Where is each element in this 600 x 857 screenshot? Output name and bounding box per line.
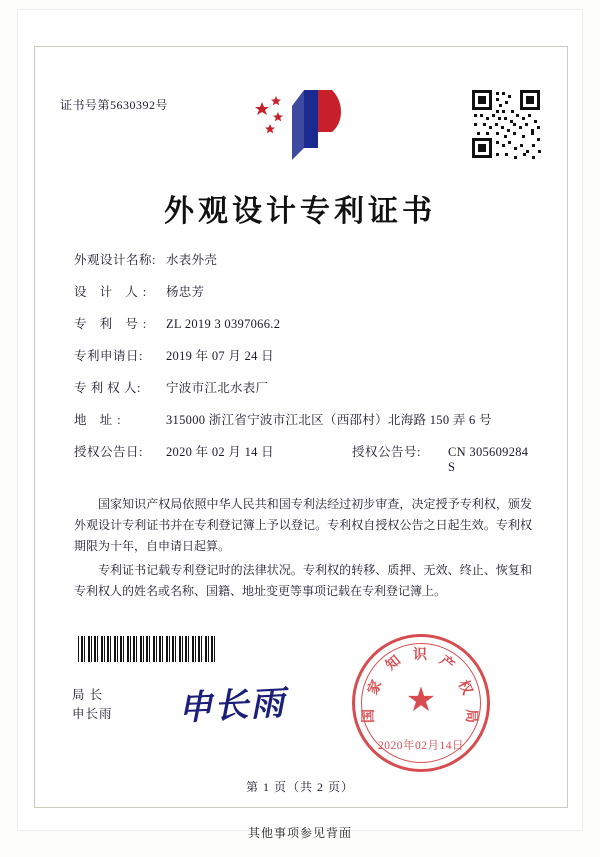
- seal-char: 局: [463, 709, 478, 723]
- qr-code-icon: [470, 88, 542, 160]
- barcode: [78, 636, 218, 662]
- field-value: 水表外壳: [166, 253, 218, 267]
- field-value: 2019 年 07 月 24 日: [166, 349, 274, 363]
- star-icon: ★: [405, 681, 437, 719]
- paragraph: 专利证书记载专利登记时的法律状况。专利权的转移、质押、无效、终止、恢复和专利权人的姓名或名称、国籍、地址变更等事项记载在专利登记簿上。: [74, 563, 532, 598]
- field-designer: [74, 282, 534, 314]
- certificate-number: 证书号第5630392号: [60, 98, 169, 112]
- seal-char: 识: [413, 648, 427, 663]
- page-number: 第 1 页（共 2 页）: [245, 780, 354, 794]
- field-label: 授权公告日:: [74, 445, 143, 459]
- field-application-date: [74, 346, 534, 378]
- field-design-name: [74, 250, 534, 282]
- field-value: ZL 2019 3 0397066.2: [166, 317, 281, 331]
- field-address: [74, 410, 534, 442]
- field-value: 2020 年 02 月 14 日: [166, 445, 274, 459]
- page-title: 外观设计专利证书: [164, 195, 436, 228]
- paragraph: 国家知识产权局依照中华人民共和国专利法经过初步审查，决定授予专利权，颁发外观设计专利证书并在专利登记簿上予以登记。专利权自授权公告之日起生效。专利权期限为十年，自申请日起算。: [74, 497, 532, 553]
- field-patentee: [74, 378, 534, 410]
- legal-text: [74, 494, 532, 605]
- seal-char: 产: [436, 653, 457, 674]
- field-label: 专 利 权 人:: [74, 381, 141, 395]
- cnipa-logo-icon: [248, 86, 352, 164]
- field-label: 专利申请日:: [74, 349, 143, 363]
- handwritten-signature: 申长雨: [177, 685, 288, 728]
- official-seal: [352, 634, 490, 772]
- seal-char: 家: [365, 678, 386, 698]
- field-patent-number: [74, 314, 534, 346]
- field-value: 宁波市江北水表厂: [166, 381, 269, 395]
- back-side-note: 其他事项参见背面: [247, 826, 352, 840]
- field-label: 专 利 号:: [74, 317, 152, 331]
- signatory-role: 局 长: [72, 688, 104, 702]
- field-value: 315000 浙江省宁波市江北区（西邵村）北海路 150 弄 6 号: [166, 413, 492, 427]
- field-label: 设 计 人:: [74, 285, 152, 299]
- field-list: [74, 250, 534, 474]
- seal-char: 知: [383, 653, 404, 674]
- field-label: 外观设计名称:: [74, 253, 156, 267]
- field-value: 杨忠芳: [166, 285, 205, 299]
- field-label-secondary: 授权公告号:: [352, 445, 421, 459]
- signatory-name: 申长雨: [72, 707, 113, 721]
- seal-char: 权: [454, 678, 475, 698]
- field-grant-announcement: [74, 442, 534, 474]
- seal-date: 2020年02月14日: [378, 740, 464, 752]
- field-value-secondary: CN 305609284 S: [448, 445, 529, 474]
- seal-char: 国: [362, 709, 377, 723]
- field-label: 地 址:: [74, 413, 126, 427]
- signatory-title: [72, 686, 113, 724]
